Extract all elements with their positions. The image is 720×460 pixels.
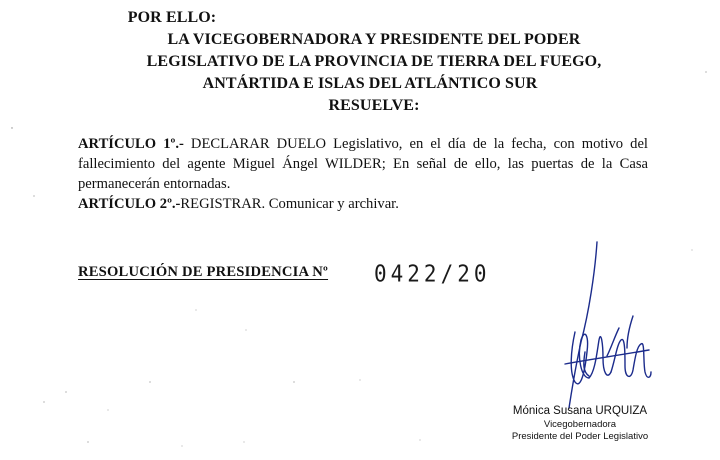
article-2 — [78, 194, 648, 214]
header-line-islands: ANTÁRTIDA E ISLAS DEL ATLÁNTICO SUR — [202, 75, 538, 92]
article-1-text: DECLARAR DUELO Legislativo, en el día de la fecha, con motivo del fallecimiento del agente Miguel Ángel WILDER; En señal de ello, las puertas de la Casa permanecerán entornadas. — [78, 136, 648, 192]
signatory-block — [480, 404, 680, 443]
header-resuelve: RESUELVE: — [328, 97, 420, 114]
signatory-title-2: Presidente del Poder Legislativo — [511, 431, 649, 442]
header-por-ello: POR ELLO: — [127, 9, 217, 26]
resolution-number-stamp: 0422/20 — [374, 260, 491, 287]
signatory-title-1: Vicegobernadora — [543, 419, 617, 430]
resolution-label: RESOLUCIÓN DE PRESIDENCIA Nº — [78, 264, 329, 280]
resolution-line — [78, 262, 538, 292]
articles-section — [78, 134, 648, 214]
signatory-name: Mónica Susana URQUIZA — [512, 405, 648, 417]
article-1-label: ARTÍCULO 1º.- — [78, 136, 184, 152]
header-line-authority: LA VICEGOBERNADORA Y PRESIDENTE DEL PODER — [167, 31, 581, 48]
handwritten-signature — [545, 232, 665, 412]
header-line-province: LEGISLATIVO DE LA PROVINCIA DE TIERRA DEL FUEGO, — [146, 53, 602, 70]
article-2-text: REGISTRAR. Comunicar y archivar. — [180, 196, 399, 212]
article-1 — [78, 134, 648, 194]
article-2-label: ARTÍCULO 2º.- — [78, 196, 181, 212]
